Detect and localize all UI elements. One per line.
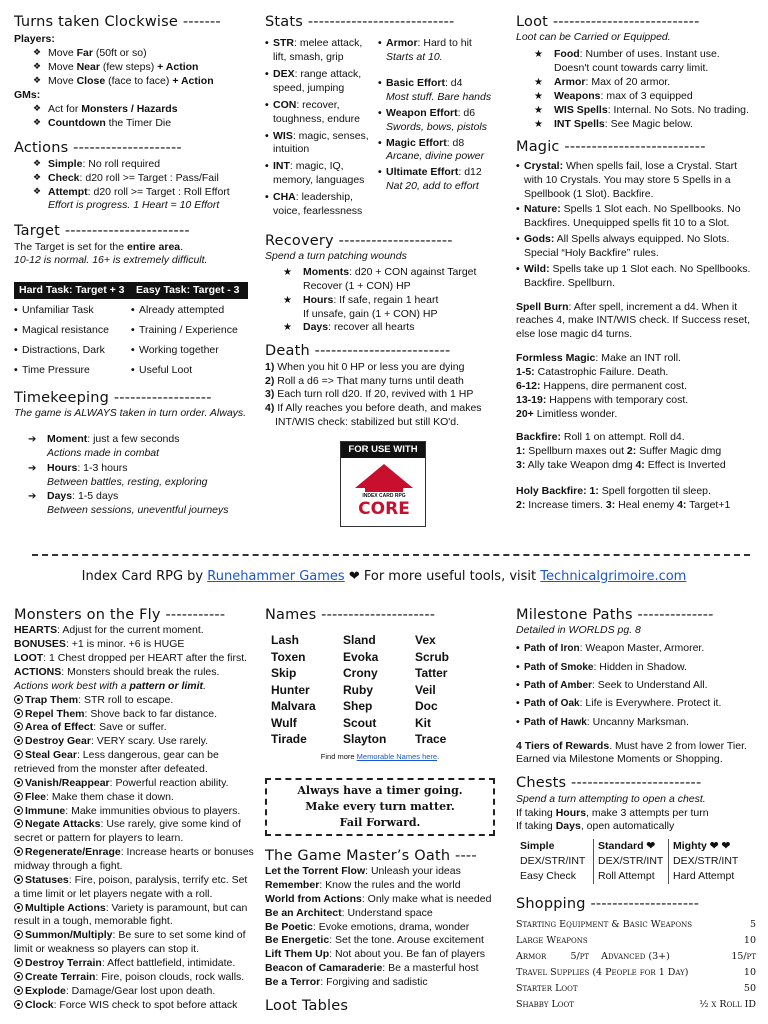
- list-item: • Weapon Effort: d6 Swords, bows, pistols: [378, 107, 495, 135]
- actions-list: [14, 158, 248, 213]
- stats-list: [265, 37, 376, 218]
- list-item: • Gods: All Spells always equipped. No Slots. Special “Holy Backfire” rules.: [516, 233, 756, 261]
- list-item: • INT: magic, IQ, memory, languages: [265, 160, 376, 188]
- name-entry: Hunter: [271, 682, 310, 697]
- list-item: Be a Terror: Forgiving and sadistic: [265, 976, 428, 989]
- easy-task-label: Easy Task: Target - 3: [136, 283, 240, 296]
- chest-cell: DEX/STR/INT: [520, 855, 586, 868]
- list-item: Vanish/Reappear: Powerful reaction ability.: [14, 777, 254, 791]
- list-item: Trap Them: STR roll to escape.: [14, 694, 254, 708]
- list-item: • CON: recover, toughness, endure: [265, 99, 376, 127]
- list-item: ★ Days: recover all hearts: [265, 321, 495, 335]
- name-entry: Doc: [415, 699, 438, 714]
- list-item: • CHA: leadership, voice, fearlessness: [265, 191, 376, 219]
- target-icon: [14, 792, 23, 801]
- names-section: [265, 607, 495, 1015]
- name-entry: Lash: [271, 633, 300, 648]
- memorable-names-link[interactable]: Memorable Names here: [356, 751, 438, 761]
- list-item: • Ultimate Effort: d12 Nat 20, add to effort: [378, 166, 495, 194]
- list-item: • Nature: Spells 1 Slot each. No Spellbooks. No Backfires. Unequipped spells fit 10 to a Slot.: [516, 203, 756, 231]
- name-entry: Malvara: [271, 699, 316, 714]
- monsters-heading: Monsters on the Fly -----------: [14, 607, 226, 623]
- list-item: • Working together: [131, 344, 248, 358]
- monsters-section: Monsters on the Fly ----------- HEARTS: Adjust for the current moment. BONUSES: +1 is minor. +6 is HUGE LOOT: 1 Chest dropped per HEART after the first. ACTIONS: Monsters should break the rules. Actions work best with a pattern or limit. Trap Them: STR roll to escape. Repel Them: Shove back to far distance. Area of Effect: Save or suffer. Destroy Gear: VERY scary. Use rarely. Steal Gear: Less dangerous, gear can be retrieved from the monster after defeated. Vanish/Reappear: Powerful reaction ability. Flee: Make them chase it down. Immune: Make immunities obvious to players. Negate Attacks: Use rarely, give some kind of secret or pattern for players to learn. Regenerate/Enrage: Increase hearts or bonuses midway through a fight. Statuses: Fire, poison, paralysis, terrify etc. Set a time limit or let players negate with a roll. Multiple Actions: Variety is paramount, but can result in a tough, memorable fight. Summon/Multiply: Be sure to set some kind of limit or weakness so players can stop it. Destroy Terrain: Affect battlefield, intimidate. Create Terrain: Fire, poison clouds, rock walls. Explode: Damage/Gear lost upon death. Clock: Force WIS check to spot before attack: [14, 607, 254, 1011]
- list-item: ➔ Hours: 1-3 hours Between battles, resting, exploring: [14, 462, 248, 490]
- list-item: Summon/Multiply: Be sure to set some kind of limit or weakness so players can stop it.: [14, 929, 246, 956]
- formless-list: [516, 366, 756, 421]
- chest-types-table: [516, 839, 756, 884]
- hard-task-label: Hard Task: Target + 3: [19, 283, 125, 296]
- list-item: ➔ Moment: just a few seconds Actions made in combat: [14, 433, 248, 461]
- heart-icon: ❤: [344, 569, 364, 584]
- task-lists: [14, 304, 248, 383]
- target-icon: [14, 778, 23, 787]
- list-item: ❖ Simple: No roll required: [14, 158, 248, 172]
- target-icon: [14, 750, 23, 759]
- table-row: Armor 5/pt Advanced (3+) 15/pt: [516, 951, 756, 963]
- list-item: ❖ Act for Monsters / Hazards: [14, 103, 248, 117]
- target-icon: [14, 972, 23, 981]
- recovery-heading: Recovery ---------------------: [265, 232, 453, 249]
- list-item: ★ WIS Spells: Internal. No Sots. No trading.: [516, 104, 756, 118]
- list-item: Explode: Damage/Gear lost upon death.: [14, 985, 254, 999]
- list-item: Beacon of Camaraderie: Be a masterful host: [265, 962, 479, 975]
- list-item: 6-12: Happens, dire permanent cost.: [516, 379, 688, 392]
- recovery-list: [265, 266, 495, 335]
- table-row: Starting Equipment & Basic Weapons 5: [516, 919, 756, 931]
- loot-note: Loot can be Carried or Equipped.: [516, 31, 671, 44]
- names-heading: Names ---------------------: [265, 607, 436, 623]
- chests-hours: If taking Hours, make 3 attempts per turn: [516, 806, 709, 819]
- formless-magic-rule: Formless Magic: Make an INT roll.: [516, 352, 681, 365]
- target-icon: [14, 819, 23, 828]
- table-row: Starter Loot 50: [516, 983, 756, 995]
- list-item: Flee: Make them chase it down.: [14, 791, 254, 805]
- shopping-table: [516, 917, 756, 1013]
- list-item: ★ Weapons: max of 3 equipped: [516, 90, 756, 104]
- list-item: • Crystal: When spells fail, lose a Crystal. Start with 10 Crystals. You may store 5 Spells in a Spellbook (1 Slot). Backfire.: [516, 160, 756, 202]
- target-icon: [14, 736, 23, 745]
- logo-roof-icon: [341, 458, 426, 498]
- list-item: Multiple Actions: Variety is paramount, but can result in a tough, memorable fight.: [14, 901, 248, 928]
- backfire-rule: Backfire: Roll 1 on attempt. Roll d4.: [516, 431, 685, 444]
- list-item: • Useful Loot: [131, 364, 248, 378]
- players-list: [14, 47, 248, 89]
- name-entry: Skip: [271, 666, 297, 681]
- list-item: • Unfamiliar Task: [14, 304, 131, 318]
- tiers-of-rewards: 4 Tiers of Rewards. Must have 2 from lower Tier. Earned via Milestone Moments or Shopping.: [516, 739, 747, 766]
- oath-heading: The Game Master’s Oath ----: [265, 847, 477, 864]
- death-heading: Death -------------------------: [265, 343, 451, 360]
- list-item: ★ Armor: Max of 20 armor.: [516, 76, 756, 90]
- list-item: 13-19: Happens with temporary cost.: [516, 393, 689, 406]
- list-item: ➔ Days: 1-5 days Between sessions, uneventful journeys: [14, 490, 248, 518]
- holy-backfire-rule: Holy Backfire: 1: Spell forgotten til sleep.: [516, 484, 711, 497]
- target-icon: [14, 986, 23, 995]
- list-item: • Distractions, Dark: [14, 344, 131, 358]
- name-entry: Crony: [343, 666, 378, 681]
- list-item: Steal Gear: Less dangerous, gear can be retrieved from the monster after defeated.: [14, 749, 219, 775]
- banner-text-2: For more useful tools, visit: [363, 569, 541, 584]
- list-item: • DEX: range attack, speed, jumping: [265, 68, 376, 96]
- name-entry: Kit: [415, 715, 431, 730]
- target-icon: [14, 695, 23, 704]
- chests-note: Spend a turn attempting to open a chest.: [516, 792, 706, 805]
- chest-cell: Roll Attempt: [593, 869, 668, 884]
- list-item: ❖ Attempt: d20 roll >= Target : Roll Effort Effort is progress. 1 Heart = 10 Effort: [14, 186, 248, 214]
- chests-heading: Chests ------------------------: [516, 775, 702, 792]
- magic-types-list: [516, 160, 756, 291]
- name-entry: Shep: [343, 699, 373, 714]
- loot-tables-heading: Loot Tables: [265, 997, 349, 1014]
- list-item: World from Actions: Only make what is needed: [265, 892, 492, 905]
- name-entry: Veil: [415, 682, 436, 697]
- gms-label: GMs:: [14, 88, 41, 101]
- list-item: • Armor: Hard to hit Starts at 10.: [378, 37, 495, 65]
- list-item: • Time Pressure: [14, 364, 131, 378]
- list-item: • Path of Oak: Life is Everywhere. Protect it.: [516, 697, 756, 711]
- logo-for-use-with: FOR USE WITH: [341, 442, 425, 458]
- list-item: 20+ Limitless wonder.: [516, 407, 618, 420]
- list-item: • Magical resistance: [14, 324, 131, 338]
- list-item: • Already attempted: [131, 304, 248, 318]
- target-note: 10-12 is normal. 16+ is extremely difficult.: [14, 254, 208, 267]
- list-item: • Training / Experience: [131, 324, 248, 338]
- list-item: ❖ Move Close (face to face) + Action: [14, 75, 248, 89]
- turns-heading: Turns taken Clockwise -------: [14, 14, 221, 30]
- easy-task-list: [131, 304, 248, 383]
- name-entry: Toxen: [271, 649, 306, 664]
- target-heading: Target -----------------------: [14, 223, 190, 240]
- list-item: Area of Effect: Save or suffer.: [14, 721, 254, 735]
- name-entry: Sland: [343, 633, 376, 648]
- name-entry: Scrub: [415, 649, 450, 664]
- list-item: Be Poetic: Evoke emotions, drama, wonder: [265, 920, 470, 933]
- gm-reminder-box: Always have a timer going. Make every turn matter. Fail Forward.: [265, 778, 495, 836]
- list-item: • Wild: Spells take up 1 Slot each. No Spellbooks. Backfire. Spellburn.: [516, 263, 756, 291]
- list-item: • Path of Iron: Weapon Master, Armorer.: [516, 642, 756, 656]
- banner-text: Index Card RPG by: [81, 569, 208, 584]
- target-icon: [14, 806, 23, 815]
- holy-backfire-line-2: 2: Increase timers. 3: Heal enemy 4: Target+1: [516, 498, 731, 511]
- chest-cell: DEX/STR/INT: [593, 854, 668, 869]
- list-item: Let the Torrent Flow: Unleash your ideas: [265, 865, 461, 878]
- target-icon: [14, 847, 23, 856]
- milestones-heading: Milestone Paths --------------: [516, 607, 714, 623]
- list-item: • WIS: magic, senses, intuition: [265, 130, 376, 158]
- milestones-note: Detailed in WORLDS pg. 8: [516, 624, 641, 637]
- list-item: ❖ Countdown the Timer Die: [14, 117, 248, 131]
- chest-cell: Hard Attempt: [668, 869, 748, 884]
- find-more-names: Find more Memorable Names here.: [320, 751, 440, 761]
- logo-core-text: CORE: [358, 498, 410, 519]
- backfire-line-2: 3: Ally take Weapon dmg 4: Effect is Inverted: [516, 459, 726, 472]
- target-icon: [14, 1000, 23, 1009]
- list-item: 3) Each turn roll d20. If 20, revived with 1 HP: [265, 388, 474, 401]
- target-icon: [14, 958, 23, 967]
- list-item: ★ Food: Number of uses. Instant use. Doesn't count towards carry limit.: [516, 48, 756, 76]
- chest-col-header: Simple: [520, 840, 555, 853]
- list-item: 1-5: Catastrophic Failure. Death.: [516, 365, 669, 378]
- chests-days: If taking Days, open automatically: [516, 820, 675, 833]
- list-item: • STR: melee attack, lift, smash, grip: [265, 37, 376, 65]
- name-entry: Scout: [343, 715, 377, 730]
- target-icon: [14, 709, 23, 718]
- list-item: Immune: Make immunities obvious to players.: [14, 805, 254, 819]
- shopping-heading: Shopping --------------------: [516, 895, 700, 912]
- list-item: Be an Architect: Understand space: [265, 906, 433, 919]
- list-item: 2) Roll a d6 => That many turns until death: [265, 374, 464, 387]
- name-entry: Slayton: [343, 732, 387, 747]
- column-stats: [265, 14, 495, 430]
- list-item: Statuses: Fire, poison, paralysis, terrify etc. Set a time limit or let players negate with a roll.: [14, 873, 248, 900]
- oath-list: [265, 865, 495, 990]
- list-item: 1) When you hit 0 HP or less you are dying: [265, 360, 465, 373]
- list-item: ❖ Move Far (50ft or so): [14, 47, 248, 61]
- icrpg-core-logo: [340, 441, 426, 527]
- column-rules: [14, 14, 248, 519]
- timekeeping-note: The game is ALWAYS taken in turn order. Always.: [14, 407, 247, 420]
- recovery-note: Spend a turn patching wounds: [265, 250, 407, 263]
- target-icon: [14, 903, 23, 912]
- list-item: Create Terrain: Fire, poison clouds, rock walls.: [14, 971, 254, 985]
- players-label: Players:: [14, 33, 55, 46]
- list-item: Destroy Gear: VERY scary. Use rarely.: [14, 735, 254, 749]
- list-item: Destroy Terrain: Affect battlefield, intimidate.: [14, 957, 254, 971]
- effort-list: [378, 37, 495, 218]
- list-item: Be Energetic: Set the tone. Arouse excitement: [265, 934, 484, 947]
- table-row: Large Weapons 10: [516, 935, 756, 947]
- list-item: ★ INT Spells: See Magic below.: [516, 118, 756, 132]
- monster-abilities-list: [14, 694, 254, 1013]
- list-item: • Path of Smoke: Hidden in Shadow.: [516, 661, 756, 675]
- list-item: ★ Hours: If safe, regain 1 heart If unsafe, gain (1 + CON) HP: [265, 294, 495, 322]
- backfire-line-1: 1: Spellburn maxes out 2: Suffer Magic dmg: [516, 445, 722, 458]
- magic-heading: Magic --------------------------: [516, 139, 706, 156]
- name-entry: Ruby: [343, 682, 373, 697]
- column-loot-magic: [516, 14, 756, 513]
- names-grid: [271, 632, 495, 748]
- list-item: • Path of Hawk: Uncanny Marksman.: [516, 716, 756, 730]
- list-item: ❖ Check: d20 roll >= Target : Pass/Fail: [14, 172, 248, 186]
- name-entry: Tatter: [415, 666, 448, 681]
- stats-heading: Stats ---------------------------: [265, 14, 455, 30]
- target-icon: [14, 930, 23, 939]
- technicalgrimoire-link[interactable]: Technicalgrimoire.com: [540, 569, 687, 584]
- list-item: Negate Attacks: Use rarely, give some kind of secret or pattern for players to learn.: [14, 818, 241, 845]
- list-item: Lift Them Up: Not about you. Be fan of players: [265, 948, 486, 961]
- target-icon: [14, 722, 23, 731]
- milestones-section: [516, 607, 756, 1013]
- credits-banner: [0, 568, 768, 585]
- logo-subtitle: INDEX CARD RPG: [362, 493, 406, 499]
- name-entry: Vex: [415, 633, 436, 648]
- loot-list: [516, 48, 756, 131]
- actions-heading: Actions --------------------: [14, 140, 182, 157]
- target-icon: [14, 875, 23, 884]
- chest-cell: Easy Check: [520, 869, 577, 882]
- table-row: Travel Supplies (4 People for 1 Day) 10: [516, 967, 756, 979]
- list-item: Repel Them: Shove back to far distance.: [14, 708, 254, 722]
- timekeeping-list: [14, 433, 248, 518]
- list-item: ★ Moments: d20 + CON against Target Recover (1 + CON) HP: [265, 266, 495, 294]
- name-entry: Trace: [415, 732, 447, 747]
- chest-col-header: Mighty ❤ ❤: [668, 839, 748, 854]
- list-item: Regenerate/Enrage: Increase hearts or bonuses midway through a fight.: [14, 846, 254, 872]
- chest-col-header: Standard ❤: [593, 839, 668, 854]
- cut-line: [32, 554, 750, 556]
- list-item: 4) If Ally reaches you before death, and makes INT/WIS check: stabilized but still KO'd.: [265, 402, 482, 429]
- target-line: The Target is set for the entire area.: [14, 240, 184, 253]
- name-entry: Tirade: [271, 732, 307, 747]
- milestone-paths-list: [516, 642, 756, 729]
- list-item: Clock: Force WIS check to spot before attack: [14, 999, 254, 1013]
- table-row: Shabby Loot ½ x Roll ID: [516, 999, 756, 1011]
- hard-task-list: [14, 304, 131, 383]
- list-item: • Path of Amber: Seek to Understand All.: [516, 679, 756, 693]
- list-item: • Magic Effort: d8 Arcane, divine power: [378, 137, 495, 165]
- gms-list: [14, 103, 248, 131]
- name-entry: Wulf: [271, 715, 297, 730]
- chest-cell: DEX/STR/INT: [668, 854, 748, 869]
- list-item: • Basic Effort: d4 Most stuff. Bare hands: [378, 77, 495, 105]
- timekeeping-heading: Timekeeping ------------------: [14, 389, 212, 406]
- death-list: [265, 361, 495, 430]
- task-modifier-bar: [14, 282, 248, 299]
- list-item: ❖ Move Near (few steps) + Action: [14, 61, 248, 75]
- name-entry: Evoka: [343, 649, 379, 664]
- runehammer-link[interactable]: Runehammer Games: [207, 569, 345, 584]
- list-item: Remember: Know the rules and the world: [265, 879, 461, 892]
- loot-heading: Loot ---------------------------: [516, 14, 700, 30]
- spell-burn-rule: Spell Burn: After spell, increment a d4. When it reaches 4, make INT/WIS check. If Success reset, else lose magic d4 turns.: [516, 300, 750, 341]
